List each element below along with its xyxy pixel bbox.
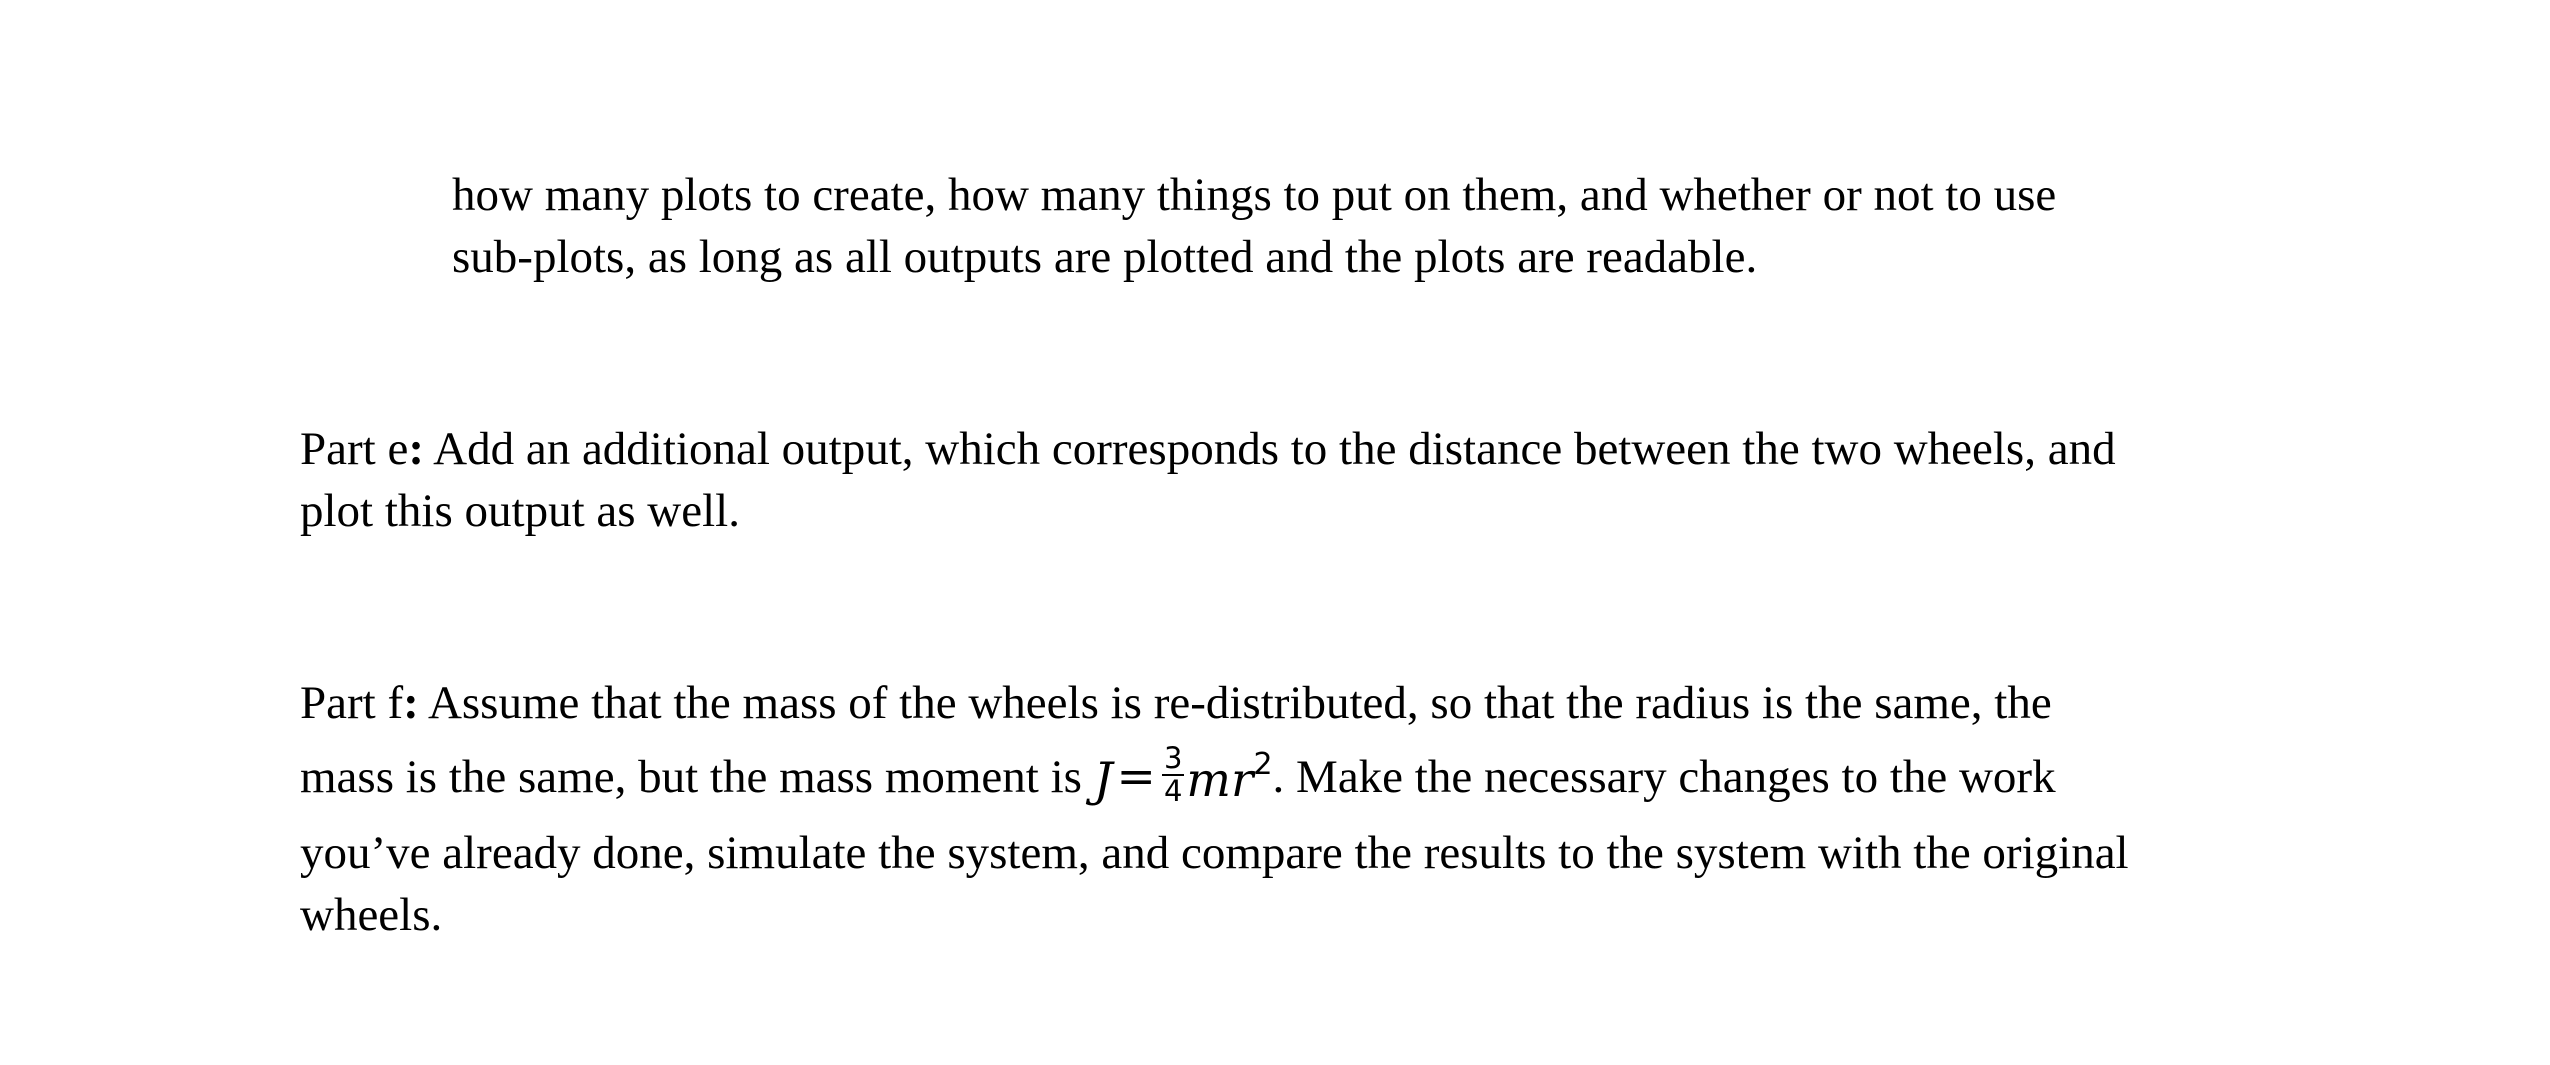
part-f-label: Part f xyxy=(300,677,404,729)
mass-moment-equation xyxy=(1093,741,1273,813)
part-e-colon: : xyxy=(408,423,424,475)
part-f-text-2a: mass is the same, but the mass moment is xyxy=(300,751,1094,803)
part-f-line-1 xyxy=(300,672,2052,734)
part-f-line-4: wheels. xyxy=(300,889,443,941)
part-e-line-2: plot this output as well. xyxy=(300,485,740,537)
fraction-numerator: 3 xyxy=(1163,741,1183,776)
equation-fraction xyxy=(1162,743,1184,807)
intro-text-line-2: sub-plots, as long as all outputs are plotted and the plots are readable. xyxy=(452,231,1758,283)
part-e-line-1 xyxy=(300,418,2116,480)
part-f-text-1: Assume that the mass of the wheels is re-distributed, so that the radius is the same, the xyxy=(418,677,2052,729)
part-e-label: Part e xyxy=(300,423,409,475)
intro-text-line-1: how many plots to create, how many things to put on them, and whether or not to use xyxy=(452,169,2057,221)
part-f-text-2b: . Make the necessary changes to the work xyxy=(1272,751,2056,803)
part-f-colon: : xyxy=(403,677,419,729)
part-f-line-3: you’ve already done, simulate the system, and compare the results to the system with the original xyxy=(300,827,2129,879)
equation-rhs: mr xyxy=(1186,753,1254,809)
equation-lhs: J xyxy=(1093,753,1113,809)
equation-equals: = xyxy=(1116,749,1156,804)
part-f-line-2 xyxy=(300,741,2056,813)
fraction-denominator: 4 xyxy=(1163,774,1183,809)
part-e-text-1: Add an additional output, which corresponds to the distance between the two wheels, and xyxy=(423,423,2116,475)
equation-exponent: 2 xyxy=(1253,747,1273,782)
